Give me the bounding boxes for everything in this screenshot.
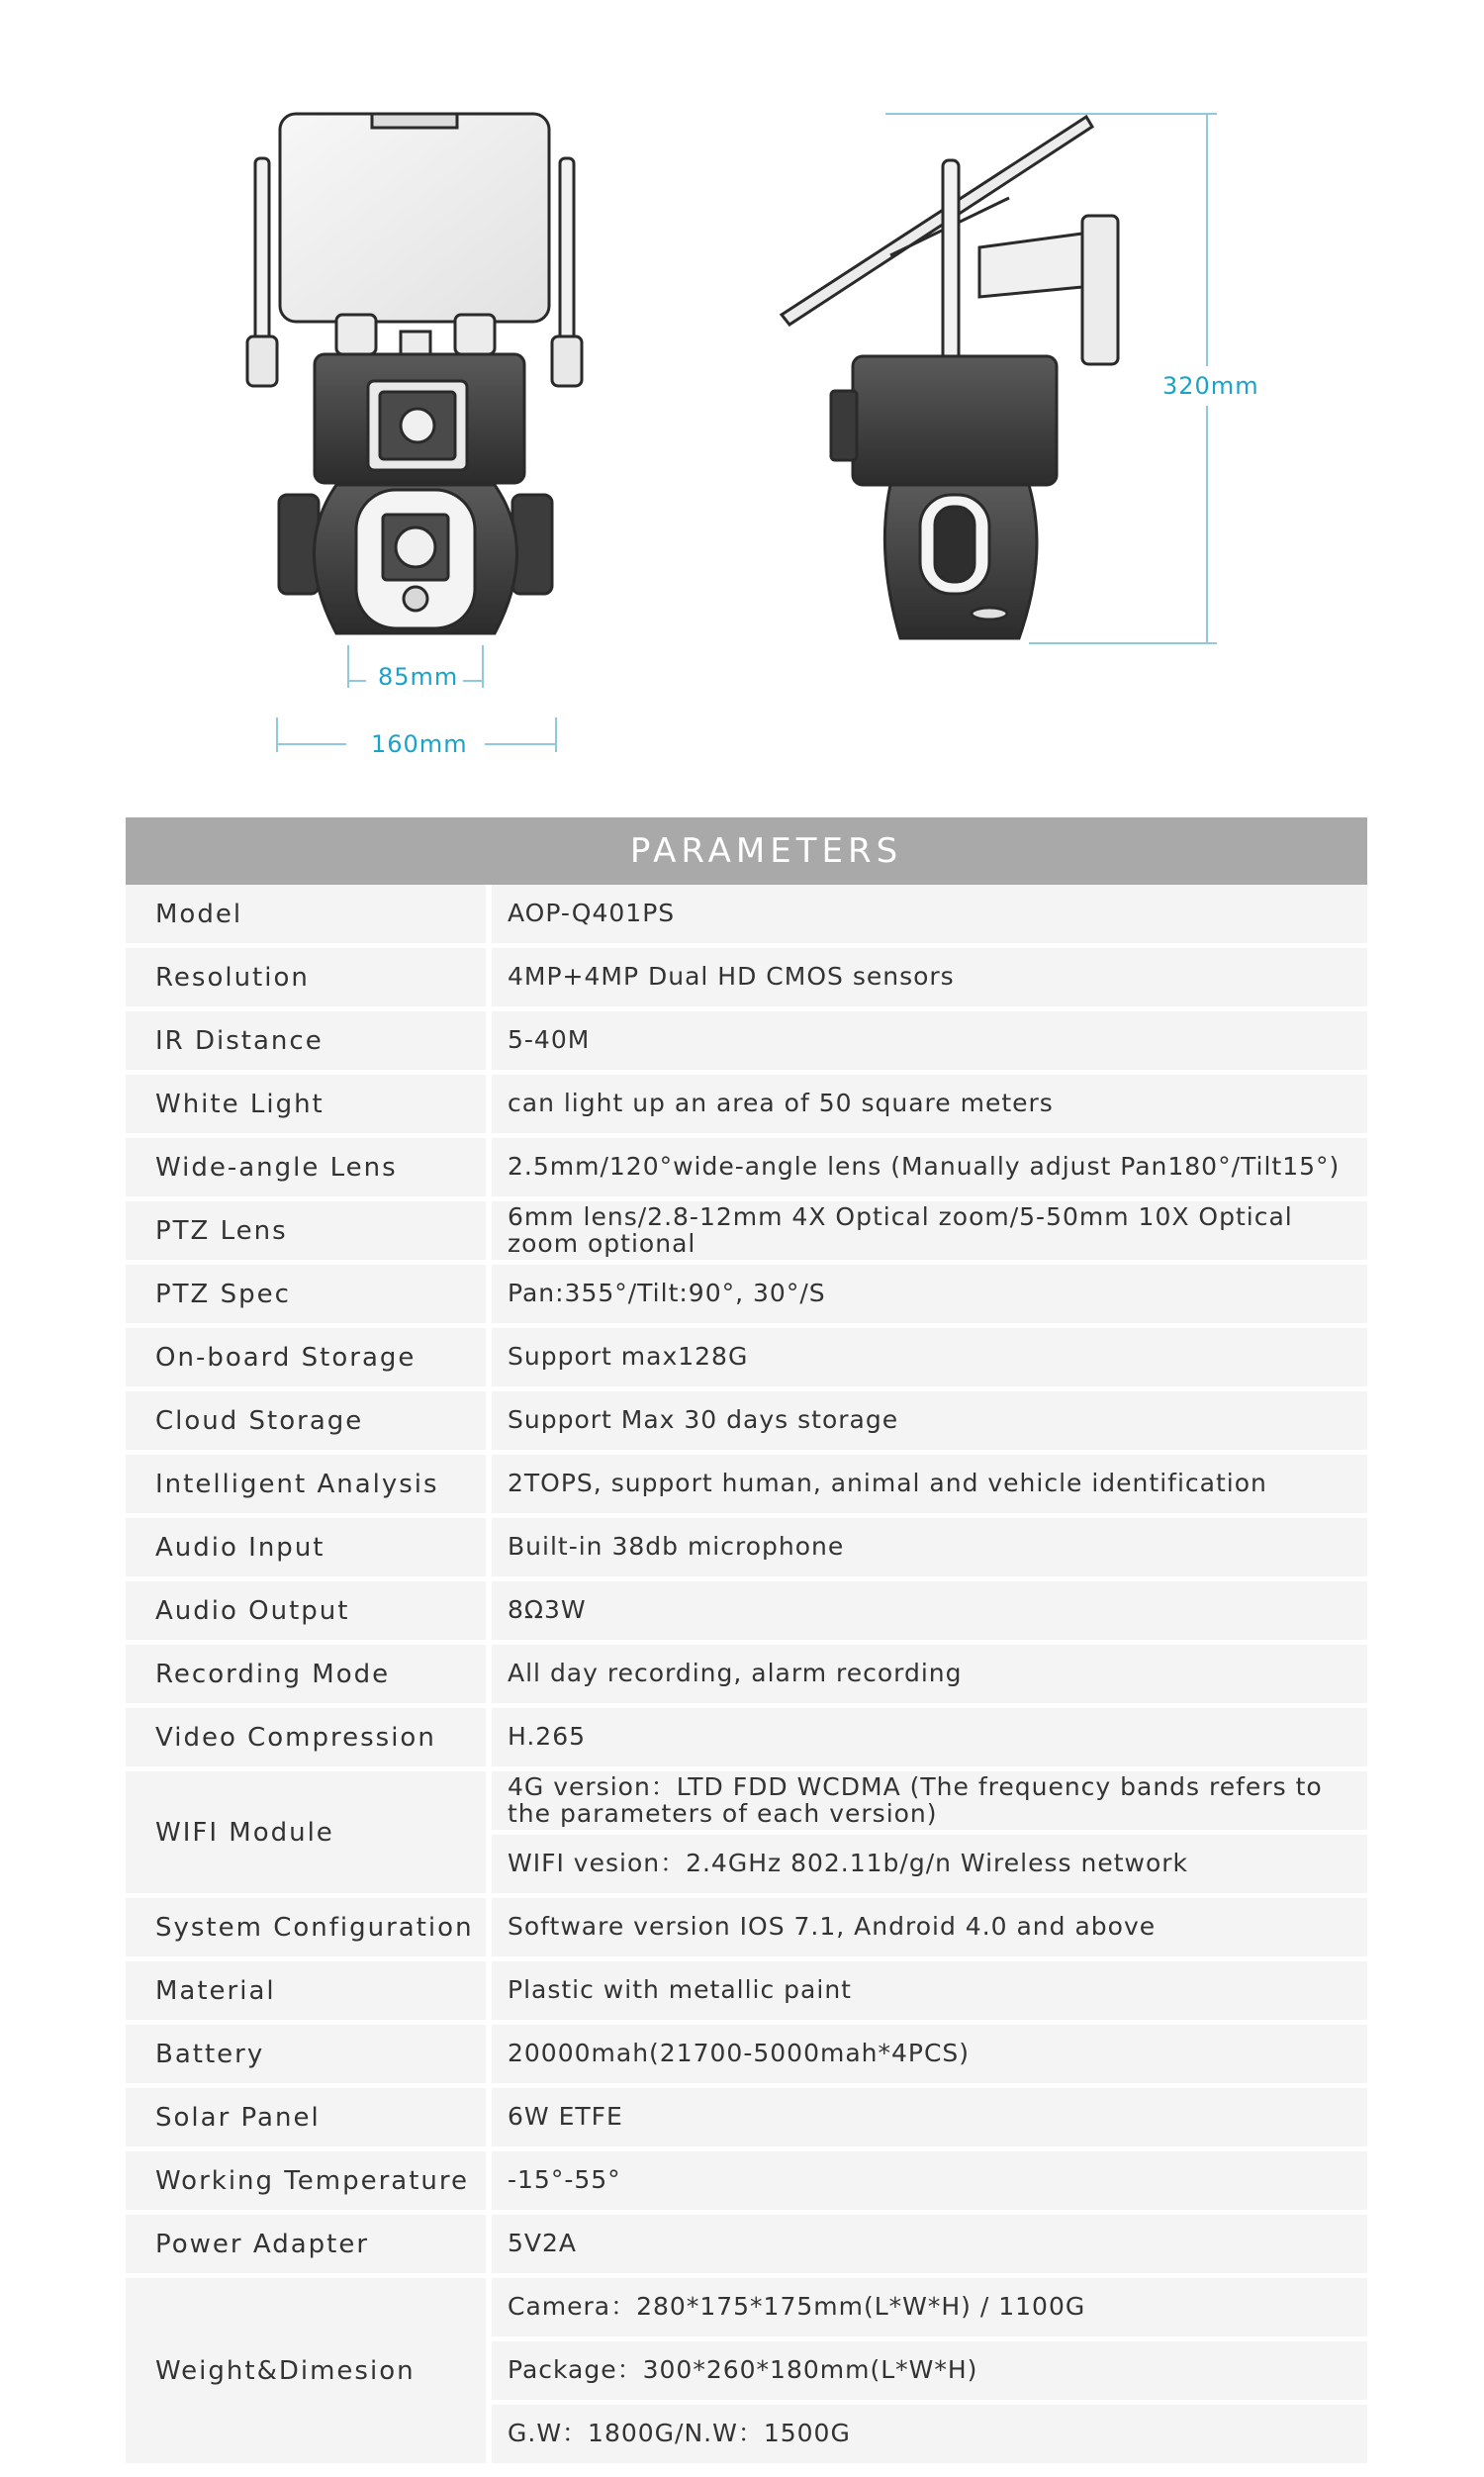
- row-value: 2TOPS, support human, animal and vehicle identification: [492, 1455, 1367, 1513]
- row-label: On-board Storage: [126, 1328, 486, 1386]
- row-label: Wide-angle Lens: [126, 1138, 486, 1196]
- row-value: 4G version：LTD FDD WCDMA (The frequency bands refers to the parameters of each version): [492, 1771, 1367, 1830]
- row-values: [492, 1075, 1367, 1133]
- row-values: [492, 1391, 1367, 1450]
- row-value: 8Ω3W: [492, 1581, 1367, 1640]
- row-value: 4MP+4MP Dual HD CMOS sensors: [492, 948, 1367, 1006]
- table-row: [126, 1455, 1367, 1513]
- table-row: [126, 2278, 1367, 2463]
- row-label: Recording Mode: [126, 1645, 486, 1703]
- row-value: -15°-55°: [492, 2151, 1367, 2210]
- row-values: [492, 1265, 1367, 1323]
- row-value: 5V2A: [492, 2215, 1367, 2273]
- row-values: [492, 948, 1367, 1006]
- row-values: [492, 2025, 1367, 2083]
- row-values: [492, 1708, 1367, 1766]
- table-row: [126, 1011, 1367, 1070]
- row-values: [492, 1455, 1367, 1513]
- row-label: Intelligent Analysis: [126, 1455, 486, 1513]
- table-row: [126, 1265, 1367, 1323]
- row-value: 2.5mm/120°wide-angle lens (Manually adjust Pan180°/Tilt15°): [492, 1138, 1367, 1196]
- dimension-outer-width: 160mm: [371, 730, 468, 758]
- row-label: Video Compression: [126, 1708, 486, 1766]
- row-value: can light up an area of 50 square meters: [492, 1075, 1367, 1133]
- row-label: Model: [126, 885, 486, 943]
- row-label: Resolution: [126, 948, 486, 1006]
- side-view: [782, 117, 1118, 638]
- row-label: Audio Input: [126, 1518, 486, 1576]
- row-value: 6W ETFE: [492, 2088, 1367, 2146]
- table-row: [126, 1138, 1367, 1196]
- row-label: WIFI Module: [126, 1771, 486, 1893]
- table-row: [126, 885, 1367, 943]
- camera-illustration: [0, 0, 1484, 811]
- table-row: [126, 1581, 1367, 1640]
- row-values: [492, 2151, 1367, 2210]
- row-label: Audio Output: [126, 1581, 486, 1640]
- table-row: [126, 1201, 1367, 1260]
- row-values: [492, 2278, 1367, 2463]
- row-values: [492, 1898, 1367, 1956]
- row-values: [492, 1201, 1367, 1260]
- table-row: [126, 2151, 1367, 2210]
- row-value: 20000mah(21700-5000mah*4PCS): [492, 2025, 1367, 2083]
- row-value: Package：300*260*180mm(L*W*H): [492, 2341, 1367, 2400]
- table-row: [126, 2025, 1367, 2083]
- table-row: [126, 2215, 1367, 2273]
- row-value: Support Max 30 days storage: [492, 1391, 1367, 1450]
- row-label: Cloud Storage: [126, 1391, 486, 1450]
- table-row: [126, 2088, 1367, 2146]
- dimension-inner-width: 85mm: [378, 663, 459, 691]
- table-row: [126, 1328, 1367, 1386]
- table-row: [126, 1898, 1367, 1956]
- row-label: System Configuration: [126, 1898, 486, 1956]
- row-label: Power Adapter: [126, 2215, 486, 2273]
- front-view: [247, 114, 582, 633]
- row-value: 5-40M: [492, 1011, 1367, 1070]
- row-values: [492, 1328, 1367, 1386]
- row-value: WIFI vesion：2.4GHz 802.11b/g/n Wireless network: [492, 1835, 1367, 1893]
- table-row: [126, 948, 1367, 1006]
- row-values: [492, 2215, 1367, 2273]
- row-value: Pan:355°/Tilt:90°, 30°/S: [492, 1265, 1367, 1323]
- dimension-height: 320mm: [1162, 372, 1259, 400]
- row-label: Material: [126, 1961, 486, 2020]
- parameters-table: [126, 817, 1367, 2448]
- table-row: [126, 1391, 1367, 1450]
- table-row: [126, 1518, 1367, 1576]
- row-value: AOP-Q401PS: [492, 885, 1367, 943]
- table-row: [126, 1075, 1367, 1133]
- row-label: White Light: [126, 1075, 486, 1133]
- table-row: [126, 1771, 1367, 1893]
- row-value: G.W：1800G/N.W：1500G: [492, 2405, 1367, 2463]
- row-values: [492, 1645, 1367, 1703]
- row-value: Plastic with metallic paint: [492, 1961, 1367, 2020]
- row-label: IR Distance: [126, 1011, 486, 1070]
- row-label: Weight&Dimesion: [126, 2278, 486, 2463]
- product-drawings: [0, 0, 1484, 811]
- row-value: Support max128G: [492, 1328, 1367, 1386]
- row-values: [492, 1961, 1367, 2020]
- row-values: [492, 885, 1367, 943]
- row-label: Solar Panel: [126, 2088, 486, 2146]
- row-value: 6mm lens/2.8-12mm 4X Optical zoom/5-50mm 10X Optical zoom optional: [492, 1201, 1367, 1260]
- column-separator: [486, 885, 492, 2378]
- row-values: [492, 1771, 1367, 1893]
- row-value: All day recording, alarm recording: [492, 1645, 1367, 1703]
- row-value: Camera：280*175*175mm(L*W*H) / 1100G: [492, 2278, 1367, 2336]
- row-label: Working Temperature: [126, 2151, 486, 2210]
- table-row: [126, 1961, 1367, 2020]
- row-values: [492, 1138, 1367, 1196]
- row-values: [492, 1011, 1367, 1070]
- parameters-title: PARAMETERS: [126, 817, 1367, 885]
- row-values: [492, 1518, 1367, 1576]
- row-value: Software version IOS 7.1, Android 4.0 and above: [492, 1898, 1367, 1956]
- row-values: [492, 1581, 1367, 1640]
- row-label: Battery: [126, 2025, 486, 2083]
- table-row: [126, 1645, 1367, 1703]
- row-label: PTZ Spec: [126, 1265, 486, 1323]
- table-row: [126, 1708, 1367, 1766]
- row-values: [492, 2088, 1367, 2146]
- row-value: Built-in 38db microphone: [492, 1518, 1367, 1576]
- row-label: PTZ Lens: [126, 1201, 486, 1260]
- row-value: H.265: [492, 1708, 1367, 1766]
